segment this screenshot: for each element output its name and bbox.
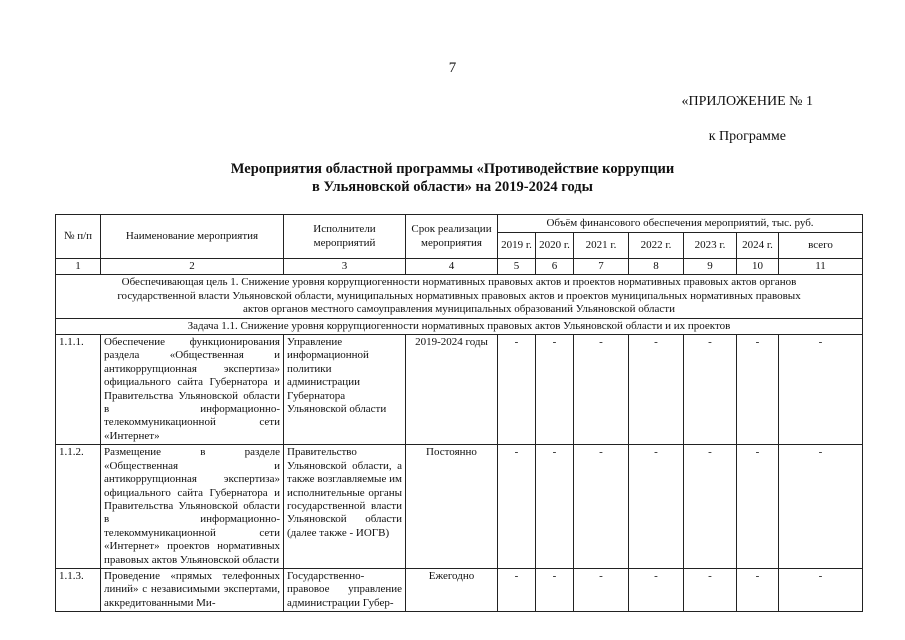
page-number: 7	[448, 60, 457, 76]
header-term: Срок реализации мероприятия	[406, 215, 498, 259]
row-executor: Государственно-правовое управление администрации Губер-	[284, 568, 406, 611]
task-row	[56, 318, 863, 334]
row-value: -	[536, 568, 574, 611]
row-value: -	[737, 568, 779, 611]
row-number: 1.1.3.	[56, 568, 101, 611]
header-row-1	[56, 215, 863, 233]
header-year: 2019 г.	[498, 233, 536, 259]
goal-row	[56, 275, 863, 318]
program-reference: к Программе	[708, 129, 786, 144]
column-number: 3	[284, 259, 406, 275]
row-term: Постоянно	[406, 445, 498, 569]
task-text: Задача 1.1. Снижение уровня коррупциогенности нормативных правовых актов Ульяновской области и их проектов	[56, 318, 863, 334]
column-number: 8	[629, 259, 684, 275]
row-value: -	[629, 335, 684, 445]
column-number: 7	[574, 259, 629, 275]
header-num: № п/п	[56, 215, 101, 259]
column-number: 4	[406, 259, 498, 275]
row-number: 1.1.1.	[56, 335, 101, 445]
column-number: 1	[56, 259, 101, 275]
row-measure-name: Размещение в разделе «Общественная и антикоррупционная экспертиза» официального сайта Губернатора и Правительства Ульяновской области в информационно-телекоммуникационной сети «Интернет» проектов нормативных правовых актов Ульяновской области	[101, 445, 284, 569]
appendix-label: «ПРИЛОЖЕНИЕ № 1	[681, 94, 813, 109]
row-value: -	[779, 568, 863, 611]
document-title	[0, 160, 905, 196]
column-number-row	[56, 259, 863, 275]
row-value: -	[498, 568, 536, 611]
header-year: 2023 г.	[684, 233, 737, 259]
column-number: 9	[684, 259, 737, 275]
header-year: 2020 г.	[536, 233, 574, 259]
row-value: -	[684, 568, 737, 611]
header-year: 2024 г.	[737, 233, 779, 259]
row-value: -	[574, 335, 629, 445]
title-line-1: Мероприятия областной программы «Противодействие коррупции	[230, 161, 675, 177]
row-value: -	[684, 335, 737, 445]
header-name: Наименование мероприятия	[101, 215, 284, 259]
table-row	[56, 568, 863, 611]
column-number: 10	[737, 259, 779, 275]
row-measure-name: Проведение «прямых телефонных линий» с независимыми экспертами, аккредитованными Ми-	[101, 568, 284, 611]
row-executor: Управление информационной политики администрации Губернатора Ульяновской области	[284, 335, 406, 445]
title-line-2: в Ульяновской области» на 2019-2024 годы	[312, 179, 593, 195]
goal-text: Обеспечивающая цель 1. Снижение уровня коррупциогенности нормативных правовых актов и проектов нормативных правовых актов органов государственной власти Ульяновской области, муниципальных нормативных правовых актов и проектов муниципальных нормативных правовых актов органов местного самоуправления муниципальных образований Ульяновской области	[56, 275, 863, 318]
column-number: 2	[101, 259, 284, 275]
header-executors: Исполнители мероприятий	[284, 215, 406, 259]
row-value: -	[737, 445, 779, 569]
row-value: -	[574, 445, 629, 569]
header-funding: Объём финансового обеспечения мероприятий, тыс. руб.	[498, 215, 863, 233]
row-value: -	[498, 445, 536, 569]
header-total: всего	[779, 233, 863, 259]
row-value: -	[737, 335, 779, 445]
column-number: 6	[536, 259, 574, 275]
column-number: 5	[498, 259, 536, 275]
row-value: -	[536, 445, 574, 569]
measures-table	[55, 214, 863, 612]
row-measure-name: Обеспечение функционирования раздела «Общественная и антикоррупционная экспертиза» официального сайта Губернатора и Правительства Ульяновской области в информационно-телекоммуникационной сети «Интернет»	[101, 335, 284, 445]
row-value: -	[684, 445, 737, 569]
row-value: -	[779, 445, 863, 569]
row-value: -	[574, 568, 629, 611]
row-term: 2019-2024 годы	[406, 335, 498, 445]
row-value: -	[629, 445, 684, 569]
row-value: -	[629, 568, 684, 611]
row-value: -	[536, 335, 574, 445]
column-number: 11	[779, 259, 863, 275]
row-term: Ежегодно	[406, 568, 498, 611]
row-value: -	[498, 335, 536, 445]
row-value: -	[779, 335, 863, 445]
row-number: 1.1.2.	[56, 445, 101, 569]
header-year: 2021 г.	[574, 233, 629, 259]
table-row	[56, 335, 863, 445]
row-executor: Правительство Ульяновской области, а также возглавляемые им исполнительные органы государственной власти Ульяновской области (далее также - ИОГВ)	[284, 445, 406, 569]
header-year: 2022 г.	[629, 233, 684, 259]
table-row	[56, 445, 863, 569]
